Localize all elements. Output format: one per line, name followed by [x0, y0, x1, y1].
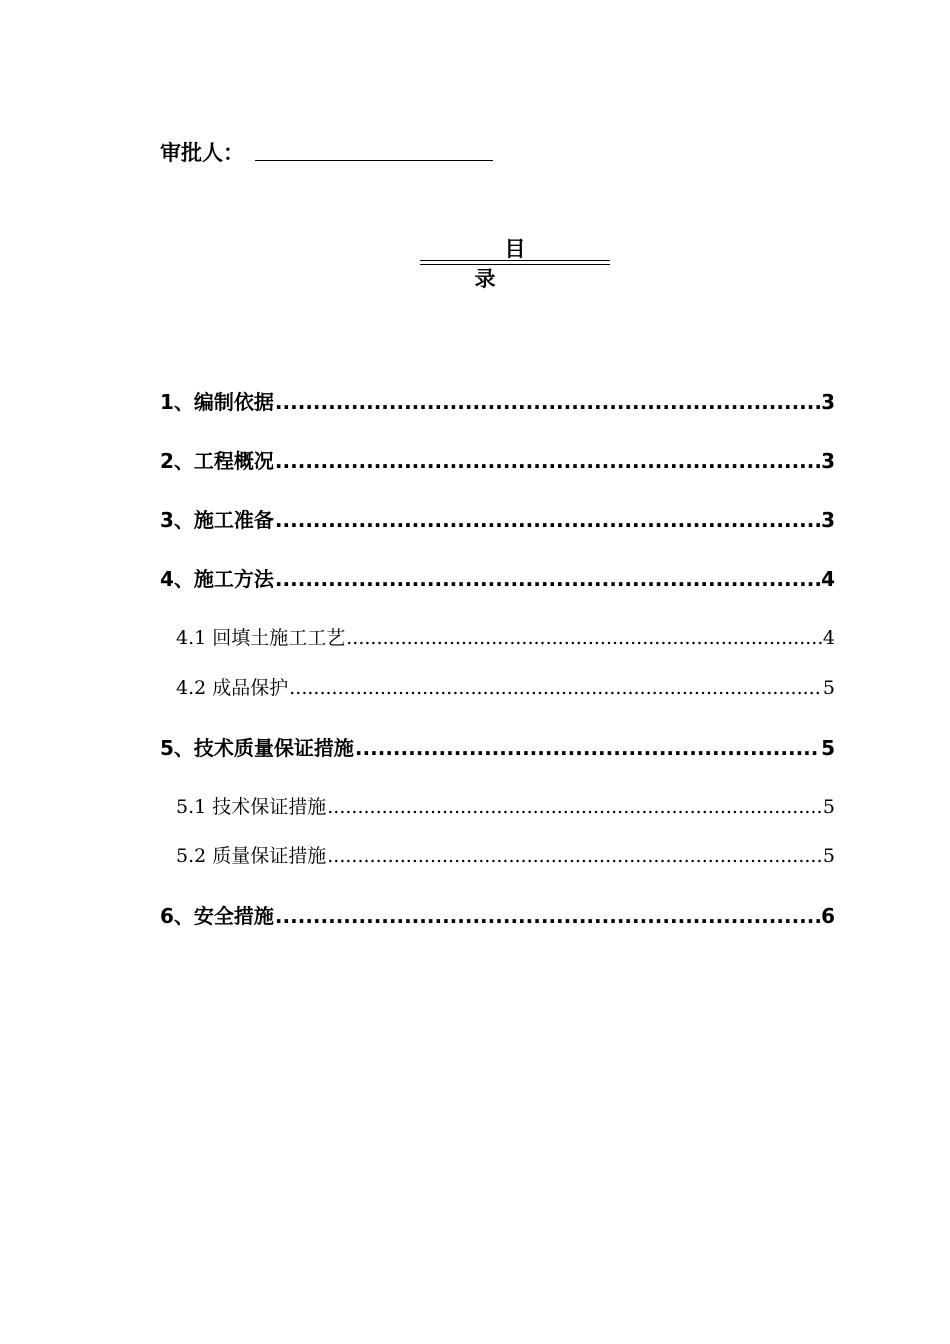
- toc-entry[interactable]: [160, 563, 835, 592]
- toc-entry-page: 5: [821, 736, 835, 760]
- toc-leader: [327, 796, 822, 818]
- toc-entry[interactable]: [160, 900, 835, 929]
- toc-entry-page: 4: [821, 567, 835, 591]
- toc-entry-page: 5: [822, 796, 835, 818]
- toc-leader: [275, 567, 820, 591]
- toc-entry[interactable]: [160, 386, 835, 415]
- toc-entry-page: 3: [821, 390, 835, 414]
- toc-entry-text: 5、技术质量保证措施: [160, 736, 354, 760]
- toc-subentry[interactable]: [176, 673, 835, 700]
- toc-entry-text: 4.2 成品保护: [176, 677, 289, 699]
- toc-entry-page: 5: [822, 845, 835, 867]
- toc-entry-page: 3: [821, 449, 835, 473]
- toc-leader: [289, 677, 822, 699]
- toc-subentry[interactable]: [176, 623, 835, 650]
- toc-leader: [275, 904, 820, 928]
- toc-title-underline: [420, 260, 610, 265]
- approver-signature-line: [255, 160, 493, 161]
- toc-entry-text: 3、施工准备: [160, 508, 274, 532]
- toc-entry-text: 1、编制依据: [160, 390, 274, 414]
- toc-entry[interactable]: [160, 504, 835, 533]
- toc-subentry[interactable]: [176, 841, 835, 868]
- toc-entry-text: 2、工程概况: [160, 449, 274, 473]
- toc-leader: [355, 736, 820, 760]
- toc-subentry[interactable]: [176, 792, 835, 819]
- toc-leader: [275, 508, 820, 532]
- toc-entry-page: 3: [821, 508, 835, 532]
- toc-entry-page: 6: [821, 904, 835, 928]
- approver-label: 审批人：: [160, 141, 244, 165]
- toc-entry-text: 4.1 回填土施工工艺: [176, 627, 346, 649]
- toc-entry-text: 6、安全措施: [160, 904, 274, 928]
- toc-entry-page: 4: [822, 627, 835, 649]
- toc-entry-text: 5.1 技术保证措施: [176, 796, 327, 818]
- toc-entry[interactable]: [160, 445, 835, 474]
- toc-entry-text: 4、施工方法: [160, 567, 274, 591]
- toc-title: 目录: [474, 237, 586, 291]
- toc-leader: [275, 449, 820, 473]
- toc-leader: [275, 390, 820, 414]
- toc-entry-text: 5.2 质量保证措施: [176, 845, 327, 867]
- toc-entry-page: 5: [822, 677, 835, 699]
- toc-entry[interactable]: [160, 732, 835, 761]
- toc-leader: [346, 627, 822, 649]
- toc-leader: [327, 845, 822, 867]
